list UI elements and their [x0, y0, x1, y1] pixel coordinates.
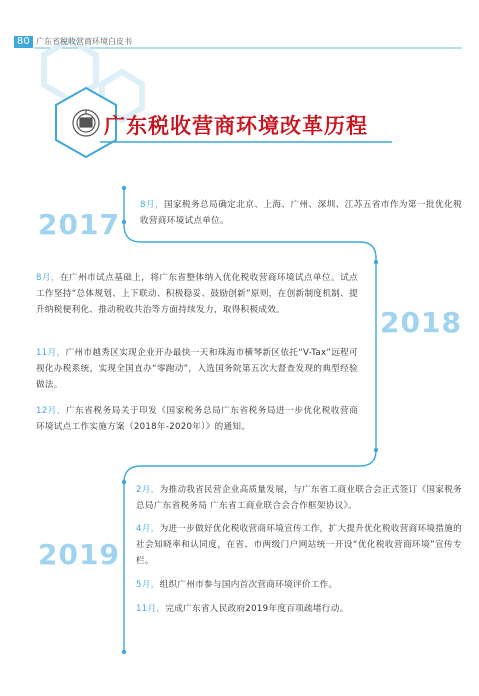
book-title: 广东省税收营商环境白皮书 — [36, 37, 132, 46]
entry-text: 在广州市试点基础上，将广东省整体纳入优化税收营商环境试点单位。试点工作坚持“总体规划、上下联动、积极稳妥、鼓励创新”原则，在创新制度机制、提升纳税便利化、推动税收共治等方面持续发力，取得积极成效。 — [36, 273, 358, 315]
tax-emblem-icon — [73, 110, 99, 136]
year-2018: 2018 — [380, 306, 462, 339]
page-title: 广东税收营商环境改革历程 — [104, 113, 368, 138]
timeline-entry-2019-apr — [136, 521, 462, 569]
entry-text: 为推动我省民营企业高质量发展，与广东省工商业联合会正式签订《国家税务总局广东省税务局 广东省工商业联合会合作框架协议》。 — [136, 485, 462, 511]
entry-month: 11月， — [36, 348, 66, 358]
year-2019: 2019 — [38, 538, 120, 571]
timeline-entry-2018-nov — [36, 345, 358, 393]
timeline-entry-2018-dec — [36, 403, 358, 435]
timeline-entry-2019-may — [136, 577, 462, 593]
entry-text: 组织广州市参与国内首次营商环境评价工作。 — [159, 580, 338, 590]
entry-month: 5月， — [136, 580, 160, 590]
timeline-entry-2019-feb — [136, 482, 462, 514]
entry-month: 2月， — [136, 485, 160, 495]
entry-text: 国家税务总局确定北京、上海、广州、深圳、江苏五省市作为第一批优化税收营商环境试点单位。 — [140, 200, 462, 226]
entry-text: 为进一步做好优化税收营商环境宣传工作，扩大提升优化税收营商环境措施的社会知晓率和认同度，在省、市两级门户网站统一开设“优化税收营商环境”宣传专栏。 — [136, 524, 462, 566]
entry-month: 8月， — [140, 200, 164, 210]
entry-text: 广州市越秀区实现企业开办最快一天和珠海市横琴新区依托“V-Tax”远程可视化办税系统，实现全国直办“零跑动”，入选国务院第五次大督查发现的典型经验做法。 — [36, 348, 358, 390]
timeline-entry-2018-aug — [36, 270, 358, 318]
year-2017: 2017 — [38, 208, 120, 241]
timeline-entry-2019-nov — [136, 601, 462, 617]
entry-month: 8月， — [36, 273, 60, 283]
entry-month: 4月， — [136, 524, 160, 534]
entry-text: 广东省税务局关于印发《国家税务总局广东省税务局进一步优化税收营商环境试点工作实施方案（2018年-2020年）》的通知。 — [36, 406, 358, 432]
page-number: 80 — [14, 36, 33, 48]
entry-month: 11月， — [136, 604, 166, 614]
entry-month: 12月， — [36, 406, 67, 416]
timeline-entry-2017-aug — [140, 197, 462, 229]
entry-text: 完成广东省人民政府2019年度百项疏堵行动。 — [165, 604, 349, 614]
